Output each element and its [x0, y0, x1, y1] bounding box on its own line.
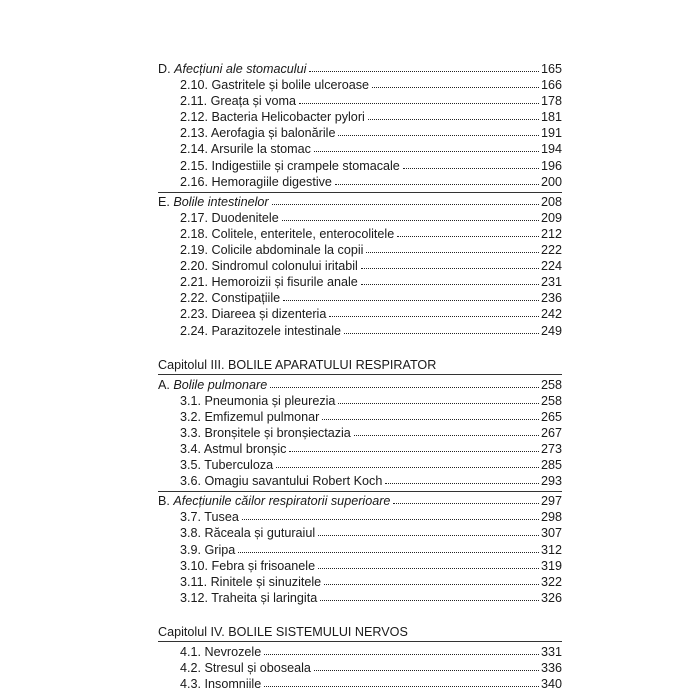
page-number: 307	[540, 526, 562, 541]
page-number: 224	[540, 259, 562, 274]
dot-leader	[338, 403, 539, 404]
page-number: 209	[540, 210, 562, 225]
entry-number: 2.23.	[180, 307, 209, 322]
page-number: 236	[540, 291, 562, 306]
toc-entry[interactable]	[158, 457, 562, 473]
dot-leader	[344, 333, 539, 334]
page-number: 165	[540, 62, 562, 76]
entry-title: Arsurile la stomac	[210, 142, 311, 157]
toc-section-heading[interactable]	[158, 61, 562, 77]
entry-number: 2.21.	[180, 275, 209, 290]
page-number: 166	[540, 78, 562, 93]
page-number: 265	[540, 409, 562, 424]
dot-leader	[385, 483, 539, 484]
entry-number: 2.24.	[180, 323, 209, 338]
entry-number: 2.16.	[180, 174, 209, 189]
dot-leader	[361, 284, 539, 285]
entry-title: Febra și frisoanele	[211, 558, 316, 573]
entry-number: 3.10.	[180, 558, 209, 573]
entry-number: 2.17.	[180, 210, 209, 225]
toc-entry[interactable]	[158, 644, 562, 660]
entry-title: Tusea	[204, 510, 239, 525]
entry-title: Bacteria Helicobacter pylori	[211, 110, 365, 125]
section-letter: D.	[158, 62, 171, 76]
entry-number: 2.18.	[180, 226, 209, 241]
dot-leader	[318, 535, 539, 536]
entry-number: 3.8.	[180, 526, 202, 541]
page-number: 258	[540, 393, 562, 408]
dot-leader	[322, 419, 539, 420]
dot-leader	[276, 467, 539, 468]
entry-number: 3.3.	[180, 425, 202, 440]
toc-entry[interactable]	[158, 290, 562, 306]
dot-leader	[354, 435, 539, 436]
entry-title: Traheita și laringita	[211, 590, 318, 605]
page-number: 312	[540, 542, 562, 557]
entry-number: 3.4.	[180, 441, 202, 456]
dot-leader	[299, 103, 539, 104]
page-number: 178	[540, 94, 562, 109]
page-number: 212	[540, 226, 562, 241]
entry-number: 3.2.	[180, 409, 202, 424]
entry-title: Parazitozele intestinale	[211, 323, 342, 338]
entry-number: 2.19.	[180, 243, 209, 258]
entry-number: 2.10.	[180, 78, 209, 93]
entry-title: Indigestiile și crampele stomacale	[211, 158, 400, 173]
dot-leader	[314, 151, 539, 152]
entry-title: Astmul bronșic	[203, 441, 287, 456]
dot-leader	[372, 87, 539, 88]
dot-leader	[361, 268, 539, 269]
section-letter: E.	[158, 194, 170, 209]
entry-number: 3.7.	[180, 510, 202, 525]
dot-leader	[368, 119, 539, 120]
page-number: 267	[540, 425, 562, 440]
page-number: 293	[540, 474, 562, 489]
dot-leader	[309, 71, 539, 72]
toc-entry[interactable]	[158, 393, 562, 409]
chapter-title[interactable]: Capitolul III. BOLILE APARATULUI RESPIRATOR	[158, 357, 562, 375]
entry-number: 2.15.	[180, 158, 209, 173]
page-number: 285	[540, 458, 562, 473]
toc-entry[interactable]	[158, 125, 562, 141]
dot-leader	[338, 135, 539, 136]
entry-title: Omagiu savantului Robert Koch	[204, 474, 383, 489]
toc-entry[interactable]	[158, 473, 562, 489]
toc-entry[interactable]	[158, 660, 562, 676]
page-number: 194	[540, 142, 562, 157]
page-number: 298	[540, 510, 562, 525]
toc-entry[interactable]	[158, 274, 562, 290]
dot-leader	[282, 220, 539, 221]
entry-title: Insomniile	[204, 677, 262, 692]
entry-number: 2.13.	[180, 126, 209, 141]
toc-entry[interactable]	[158, 226, 562, 242]
toc-entry[interactable]	[158, 409, 562, 425]
entry-title: Nevrozele	[204, 644, 262, 659]
page-number: 326	[540, 590, 562, 605]
page-number: 273	[540, 441, 562, 456]
entry-title: Hemoragiile digestive	[211, 174, 332, 189]
toc-entry[interactable]	[158, 93, 562, 109]
toc-entry[interactable]	[158, 509, 562, 525]
entry-title: Hemoroizii și fisurile anale	[211, 275, 358, 290]
entry-title: Emfizemul pulmonar	[204, 409, 320, 424]
entry-number: 3.1.	[180, 393, 202, 408]
toc-entry[interactable]	[158, 174, 562, 190]
toc-entry[interactable]	[158, 574, 562, 590]
toc-section-heading[interactable]	[158, 194, 562, 210]
page-number: 249	[540, 323, 562, 338]
entry-title: Pneumonia și pleurezia	[204, 393, 336, 408]
toc-entry[interactable]	[158, 676, 562, 692]
entry-number: 2.11.	[180, 94, 208, 109]
entry-title: Duodenitele	[211, 210, 279, 225]
entry-number: 3.9.	[180, 542, 202, 557]
entry-title: Greața și voma	[210, 94, 296, 109]
entry-number: 3.5.	[180, 458, 202, 473]
page-number: 258	[540, 377, 562, 392]
entry-title: Sindromul colonului iritabil	[211, 259, 358, 274]
toc-entry[interactable]	[158, 306, 562, 322]
toc-entry[interactable]	[158, 109, 562, 125]
entry-title: Gripa	[204, 542, 236, 557]
toc-entry[interactable]	[158, 323, 562, 339]
toc-entry[interactable]	[158, 558, 562, 574]
dot-leader	[270, 387, 539, 388]
entry-title: Colicile abdominale la copii	[211, 243, 364, 258]
page-number: 242	[540, 307, 562, 322]
page-number: 336	[540, 661, 562, 675]
divider	[158, 192, 562, 193]
entry-number: 2.14.	[180, 142, 209, 157]
entry-number: 2.12.	[180, 110, 209, 125]
dot-leader	[397, 236, 539, 237]
toc-section-heading[interactable]	[158, 377, 562, 393]
page-number: 297	[540, 494, 562, 509]
toc-entry[interactable]	[158, 242, 562, 258]
page-number: 222	[540, 243, 562, 258]
dot-leader	[264, 654, 539, 655]
entry-title: Gastritele și bolile ulceroase	[211, 78, 370, 93]
section-title: Afecțiunile căilor respiratorii superioare	[173, 494, 391, 509]
toc-entry[interactable]	[158, 425, 562, 441]
page-number: 340	[540, 677, 562, 692]
entry-number: 3.12.	[180, 590, 209, 605]
toc-entry[interactable]	[158, 258, 562, 274]
page-number: 319	[540, 558, 562, 573]
entry-title: Aerofagia și balonările	[210, 126, 336, 141]
entry-title: Rinitele și sinuzitele	[210, 574, 322, 589]
page-number: 231	[540, 275, 562, 290]
page-number: 208	[540, 194, 562, 209]
dot-leader	[272, 204, 539, 205]
toc-entry[interactable]	[158, 441, 562, 457]
entry-number: 4.1.	[180, 644, 202, 659]
entry-title: Răceala și guturaiul	[204, 526, 316, 541]
dot-leader	[242, 519, 539, 520]
entry-title: Tuberculoza	[204, 458, 274, 473]
page-number: 200	[540, 174, 562, 189]
page-number: 322	[540, 574, 562, 589]
toc-entry[interactable]	[158, 77, 562, 93]
toc-entry[interactable]	[158, 590, 562, 606]
page-number: 196	[540, 158, 562, 173]
entry-title: Diareea și dizenteria	[211, 307, 327, 322]
dot-leader	[238, 552, 539, 553]
divider	[158, 491, 562, 492]
entry-number: 4.3.	[180, 677, 202, 692]
entry-title: Constipațiile	[211, 291, 281, 306]
entry-number: 2.20.	[180, 259, 209, 274]
page-number: 331	[540, 644, 562, 659]
entry-number: 3.11.	[180, 574, 208, 589]
dot-leader	[329, 316, 539, 317]
table-of-contents	[158, 61, 562, 692]
entry-number: 2.22.	[180, 291, 209, 306]
dot-leader	[324, 584, 539, 585]
dot-leader	[320, 600, 539, 601]
toc-entry[interactable]	[158, 210, 562, 226]
dot-leader	[318, 568, 539, 569]
toc-section-heading[interactable]	[158, 493, 562, 509]
toc-entry[interactable]	[158, 141, 562, 157]
page-number: 181	[540, 110, 562, 125]
chapter-title[interactable]: Capitolul IV. BOLILE SISTEMULUI NERVOS	[158, 624, 562, 642]
dot-leader	[264, 686, 539, 687]
toc-entry[interactable]	[158, 525, 562, 541]
dot-leader	[314, 670, 539, 671]
dot-leader	[289, 451, 539, 452]
section-letter: B.	[158, 494, 170, 509]
section-title: Bolile intestinelor	[173, 194, 269, 209]
entry-title: Bronșitele și bronșiectazia	[204, 425, 351, 440]
section-title: Bolile pulmonare	[173, 377, 268, 392]
entry-title: Colitele, enteritele, enterocolitele	[211, 226, 395, 241]
section-title: Afecțiuni ale stomacului	[174, 62, 307, 76]
page-number: 191	[540, 126, 562, 141]
section-letter: A.	[158, 377, 170, 392]
dot-leader	[403, 168, 539, 169]
entry-title: Stresul și oboseala	[204, 661, 311, 675]
toc-entry[interactable]	[158, 158, 562, 174]
entry-number: 3.6.	[180, 474, 202, 489]
toc-entry[interactable]	[158, 542, 562, 558]
dot-leader	[366, 252, 539, 253]
dot-leader	[283, 300, 539, 301]
dot-leader	[335, 184, 539, 185]
dot-leader	[393, 503, 539, 504]
entry-number: 4.2.	[180, 661, 202, 675]
